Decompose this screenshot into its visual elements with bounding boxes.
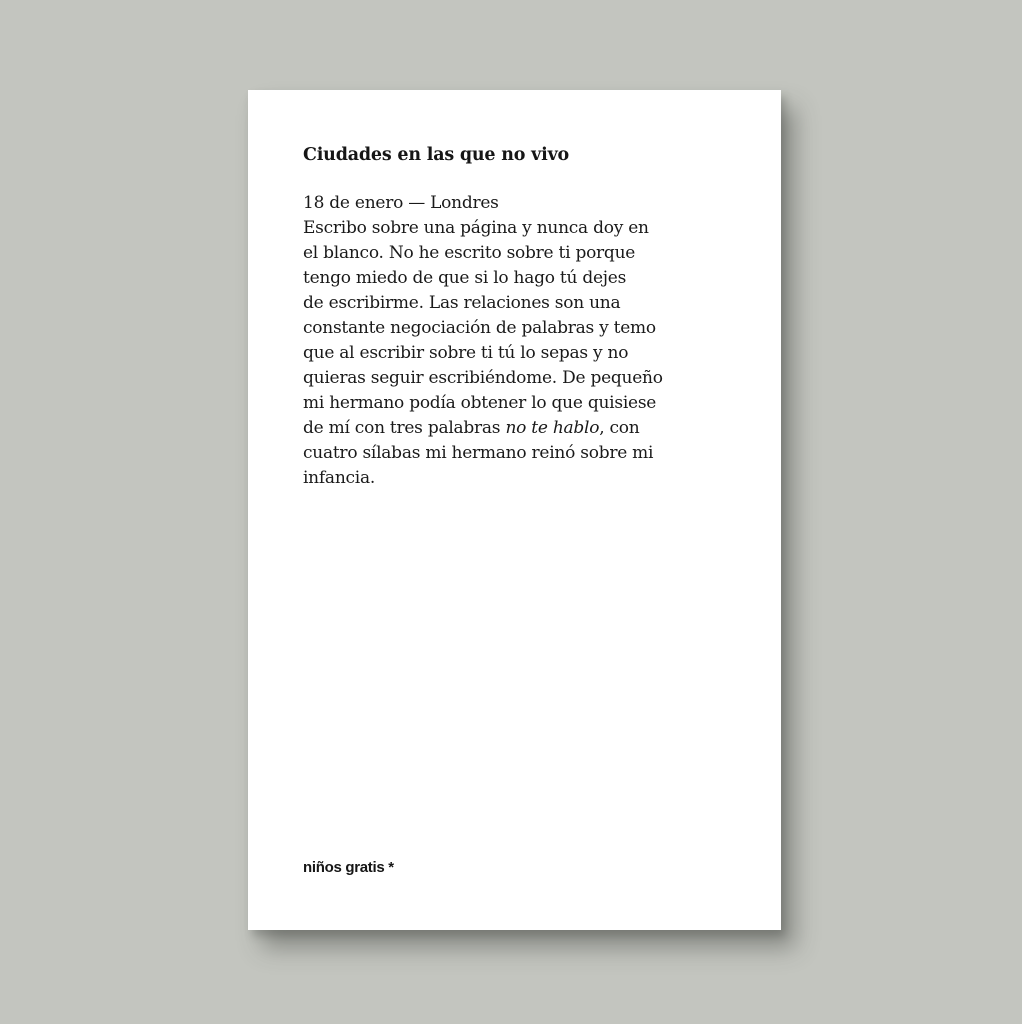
- diary-entry: [303, 191, 743, 491]
- book-cover: [248, 90, 781, 930]
- entry-line: cuatro sílabas mi hermano reinó sobre mi: [303, 443, 654, 463]
- entry-line: de escribirme. Las relaciones son una: [303, 293, 621, 313]
- entry-line: que al escribir sobre ti tú lo sepas y no: [303, 343, 629, 363]
- entry-line-text: , con: [599, 418, 640, 438]
- entry-line: constante negociación de palabras y temo: [303, 318, 656, 338]
- entry-line-text: de mí con tres palabras: [303, 418, 506, 438]
- publisher-logo: niños gratis *: [303, 859, 394, 876]
- entry-line: infancia.: [303, 468, 376, 488]
- entry-line: Escribo sobre una página y nunca doy en: [303, 218, 649, 238]
- entry-line: tengo miedo de que si lo hago tú dejes: [303, 268, 627, 288]
- entry-date-line: 18 de enero — Londres: [303, 193, 499, 213]
- book-title: Ciudades en las que no vivo: [303, 145, 570, 165]
- entry-line: [303, 416, 743, 441]
- entry-body: [303, 216, 743, 491]
- entry-line: el blanco. No he escrito sobre ti porque: [303, 243, 636, 263]
- entry-line: mi hermano podía obtener lo que quisiese: [303, 393, 657, 413]
- entry-line: quieras seguir escribiéndome. De pequeño: [303, 368, 663, 388]
- italic-quote: no te hablo: [505, 418, 600, 438]
